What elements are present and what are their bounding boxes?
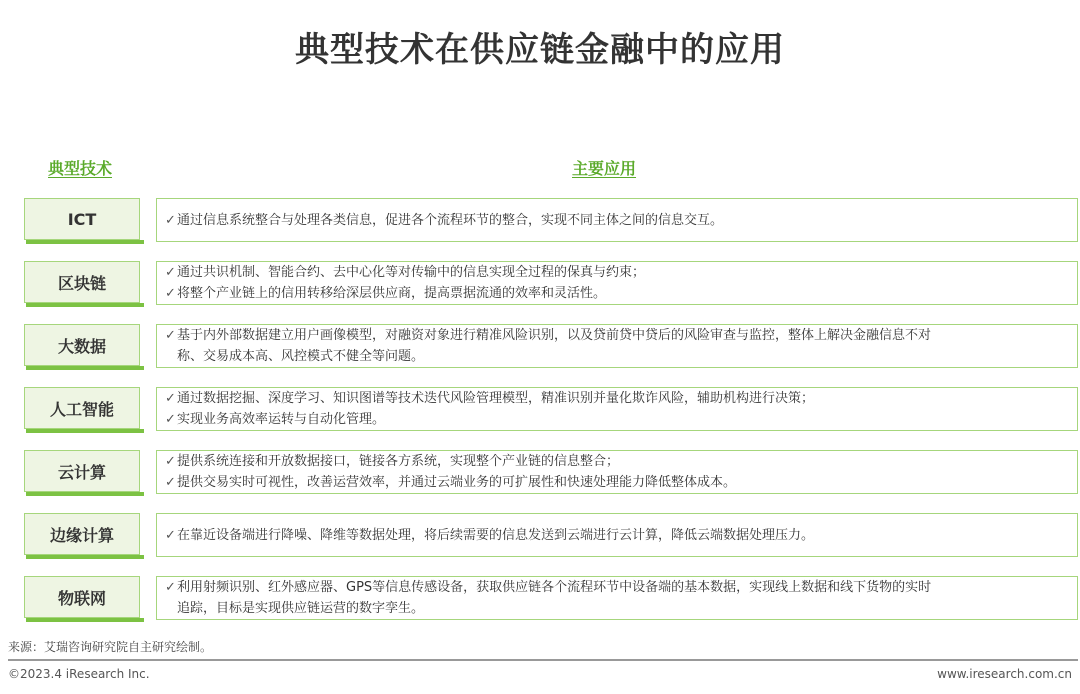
- application-text: 实现业务高效率运转与自动化管理。: [177, 412, 386, 427]
- check-icon: ✓: [165, 286, 176, 301]
- check-icon: ✓: [165, 475, 176, 490]
- application-box: [156, 198, 1078, 242]
- tech-label: 物联网: [24, 576, 140, 618]
- application-box: [156, 324, 1078, 368]
- source-note: 来源：艾瑞咨询研究院自主研究绘制。: [8, 640, 213, 654]
- tech-accent-bar: [26, 366, 144, 370]
- application-line: [165, 525, 1069, 546]
- application-line: [165, 346, 1069, 367]
- check-icon: ✓: [165, 454, 176, 469]
- tech-accent-bar: [26, 240, 144, 244]
- application-text: 基于内外部数据建立用户画像模型，对融资对象进行精准风险识别，以及贷前贷中贷后的风险审查与监控，整体上解决金融信息不对: [177, 328, 932, 343]
- application-line: [165, 577, 1069, 598]
- application-box: [156, 576, 1078, 620]
- application-line: [165, 210, 1069, 231]
- check-icon: ✓: [165, 328, 176, 343]
- tech-accent-bar: [26, 555, 144, 559]
- tech-accent-bar: [26, 303, 144, 307]
- tech-label: 云计算: [24, 450, 140, 492]
- table-row: [24, 576, 1080, 620]
- tech-column-header: 典型技术: [48, 159, 113, 178]
- application-line: [165, 262, 1069, 283]
- application-line: [165, 472, 1069, 493]
- website-link[interactable]: www.iresearch.com.cn: [937, 667, 1072, 681]
- application-box: [156, 387, 1078, 431]
- application-text: 提供交易实时可视性，改善运营效率，并通过云端业务的可扩展性和快速处理能力降低整体成本。: [177, 475, 737, 490]
- application-text: 通过共识机制、智能合约、去中心化等对传输中的信息实现全过程的保真与约束；: [177, 265, 646, 280]
- app-column-header: 主要应用: [572, 159, 637, 178]
- tech-accent-bar: [26, 429, 144, 433]
- application-line: [165, 451, 1069, 472]
- table-row: [24, 513, 1080, 557]
- application-box: [156, 261, 1078, 305]
- check-icon: ✓: [165, 527, 176, 543]
- check-icon: ✓: [165, 265, 176, 280]
- tech-accent-bar: [26, 492, 144, 496]
- application-line: [165, 388, 1069, 409]
- application-text: 称、交易成本高、风控模式不健全等问题。: [177, 349, 425, 364]
- table-row: [24, 450, 1080, 494]
- check-icon: ✓: [165, 412, 176, 427]
- table-row: [24, 261, 1080, 305]
- table-row: [24, 198, 1080, 242]
- tech-label: 人工智能: [24, 387, 140, 429]
- application-line: [165, 598, 1069, 619]
- application-line: [165, 325, 1069, 346]
- application-line: [165, 409, 1069, 430]
- application-line: [165, 283, 1069, 304]
- copyright: ©2023.4 iResearch Inc.: [8, 667, 150, 681]
- application-text: 通过信息系统整合与处理各类信息，促进各个流程环节的整合，实现不同主体之间的信息交互。: [177, 212, 724, 228]
- tech-label: 区块链: [24, 261, 140, 303]
- application-text: 在靠近设备端进行降噪、降维等数据处理，将后续需要的信息发送到云端进行云计算，降低云端数据处理压力。: [177, 527, 815, 543]
- table-row: [24, 324, 1080, 368]
- application-text: 通过数据挖掘、深度学习、知识图谱等技术迭代风险管理模型，精准识别并量化欺诈风险，辅助机构进行决策；: [177, 391, 815, 406]
- application-text: 追踪，目标是实现供应链运营的数字孪生。: [177, 601, 425, 616]
- table-row: [24, 387, 1080, 431]
- check-icon: ✓: [165, 580, 176, 595]
- check-icon: ✓: [165, 391, 176, 406]
- application-box: [156, 450, 1078, 494]
- application-text: 提供系统连接和开放数据接口，链接各方系统，实现整个产业链的信息整合；: [177, 454, 620, 469]
- tech-accent-bar: [26, 618, 144, 622]
- tech-label: 大数据: [24, 324, 140, 366]
- application-box: [156, 513, 1078, 557]
- tech-label: 边缘计算: [24, 513, 140, 555]
- application-text: 将整个产业链上的信用转移给深层供应商，提高票据流通的效率和灵活性。: [177, 286, 607, 301]
- check-icon: ✓: [165, 212, 176, 228]
- footer-divider: [8, 659, 1078, 661]
- tech-label: ICT: [24, 198, 140, 240]
- page-title: 典型技术在供应链金融中的应用: [295, 30, 785, 70]
- application-text: 利用射频识别、红外感应器、GPS等信息传感设备，获取供应链各个流程环节中设备端的基本数据，实现线上数据和线下货物的实时: [177, 580, 932, 595]
